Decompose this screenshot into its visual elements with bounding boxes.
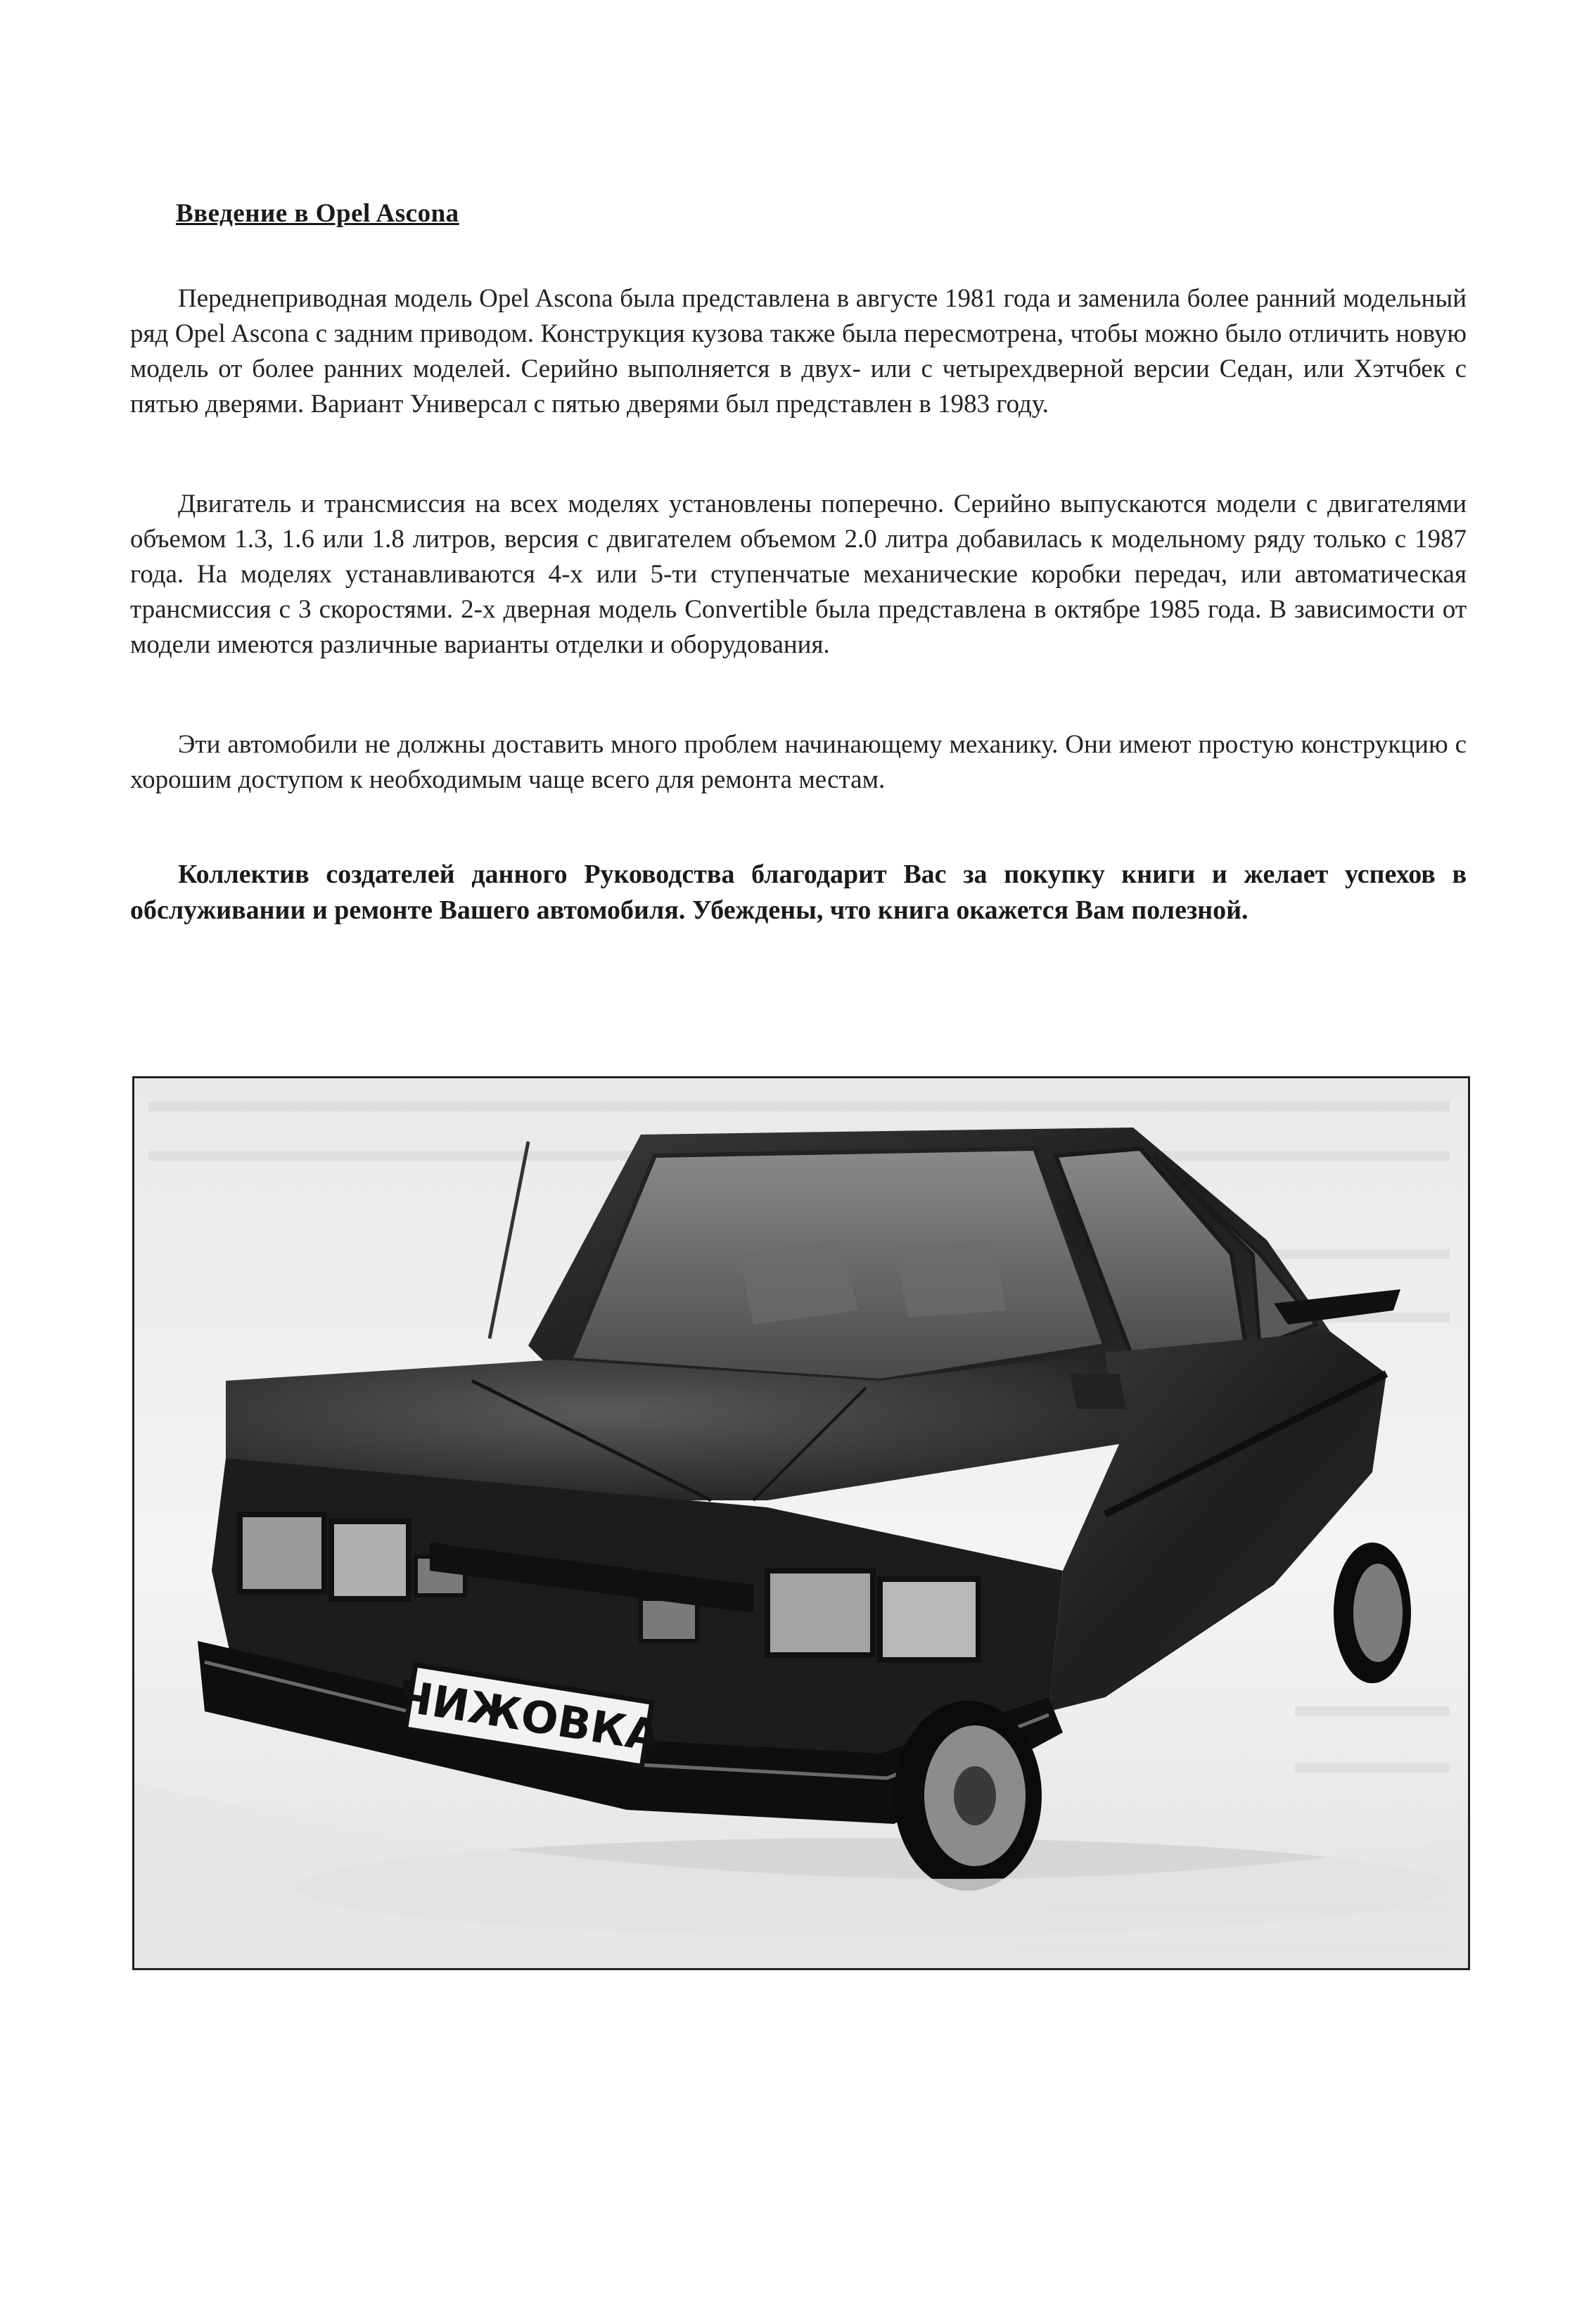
paragraph-history: Переднеприводная модель Opel Ascona была представлена в августе 1981 года и заменила более ранний модельный ряд Opel Ascona с задним приводом. Конструкция кузова также была пересмотрена, чтобы можно было отличить новую модель от более ранних моделей. Серийно выполняется в двух- или с четырехдверной версии Седан, или Хэтчбек с пятью дверями. Вариант Универсал с пятью дверями был представлен в 1983 году. bbox=[130, 284, 1467, 419]
right-headlight bbox=[767, 1571, 873, 1655]
car-illustration bbox=[134, 1078, 1468, 1968]
left-headlight bbox=[240, 1514, 324, 1592]
section-heading: Введение в Opel Ascona bbox=[176, 199, 459, 228]
paragraph-engine: Двигатель и трансмиссия на всех моделях установлены поперечно. Серийно выпускаются модели с двигателями объемом 1.3, 1.6 или 1.8 литров, версия с двигателем объемом 2.0 литра добавилась к модельному ряду только с 1987 года. На моделях устанавливаются 4-х или 5-ти ступенчатые механические коробки передач, или автоматическая трансмиссия с 3 скоростями. 2-х дверная модель Convertible была представлена в октябре 1985 года. В зависимости от модели имеются различные варианты отделки и оборудования. bbox=[130, 490, 1467, 659]
car-photo bbox=[132, 1076, 1470, 1970]
license-plate-text: ЧИЖОВКА bbox=[393, 1670, 664, 1763]
paragraph-maintenance: Эти автомобили не должны доставить много проблем начинающему механику. Они имеют простую конструкцию с хорошим доступом к необходимым чаще всего для ремонта местам. bbox=[130, 730, 1467, 794]
thanks-note: Коллектив создателей данного Руководства благодарит Вас за покупку книги и желает успехов в обслуживании и ремонте Вашего автомобиля. Убеждены, что книга окажется Вам полезной. bbox=[130, 860, 1467, 925]
